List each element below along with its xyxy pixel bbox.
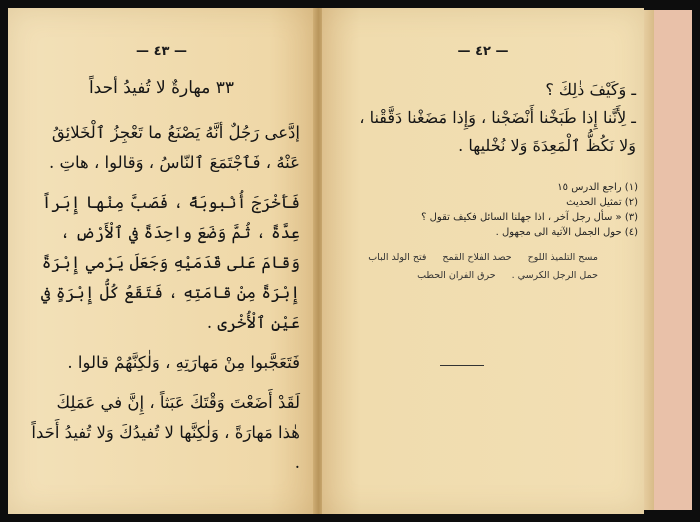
example-row [342,270,638,281]
paragraph: لَقَدْ أَضَعْتَ وَقْتَكَ عَبَثاً ، إِنَّ في عَمَلِكَ هٰذا مَهارَةً ، وَلٰكِنَّها لا تُفيدُكَ وَلا تُفيدُ أَحَداً . [31,393,300,472]
dialogue-line: ـ وَكَيْفَ ذٰلِكَ ؟ [545,80,636,99]
example-row [342,252,638,263]
back-cover-edge [654,10,692,510]
example-sentence: حصد الفلاح القمح [442,252,512,263]
example-sentence: فتح الولد الباب [368,252,427,263]
page-number-right: — ٤٢ — [457,44,509,59]
example-sentence: حرق الفران الحطب [417,270,496,281]
paragraph: فَأَخْرَجَ أُنْبوبَةً ، فَصَبَّ مِنْها إِبَراً عِدَّةً ، ثُمَّ وَضَعَ واحِدَةً في ٱلْأَرْضِ ، وَقامَ عَلى قَدَمَيْهِ وَجَعَلَ يَرْمي إِبْرَةً إِبْرَةً مِنْ قامَتِهِ ، فَتَقَعُ كُلُّ إِبْرَةٍ في عَيْنِ ٱلْأُخْرى . [40,193,300,332]
paragraph: فَتَعَجَّبوا مِنْ مَهارَتِهِ ، وَلٰكِنَّهُمْ قالوا . [67,353,300,372]
note-item: (٣) « سأل رجل آخر ، اذا جهلنا السائل فكيف تقول ؟ [421,212,638,223]
lesson-body [30,118,300,488]
page-stack-edge [644,10,654,510]
example-sentence: حمل الرجل الكرسي . [511,270,598,281]
note-item: (٤) حول الجمل الآتية الى مجهول . [495,227,638,238]
page-number-left: — ٤٣ — [136,44,187,59]
right-page [322,8,644,514]
lesson-title: ٣٣ مهارةٌ لا تُفيدُ أحداً [88,78,235,98]
note-item: (١) راجع الدرس ١٥ [557,182,638,193]
left-page [8,8,315,514]
dialogue-text [344,76,636,160]
exercise-examples [342,252,638,288]
exercise-notes [342,180,638,240]
paragraph: إدَّعى رَجُلٌ أنَّهُ يَصْنَعُ ما تَعْجِزُ ٱلْخَلائِقُ عَنْهُ ، فَٱجْتَمَعَ ٱلنّاسُ ، وَقالوا ، هاتِ . [48,123,300,172]
note-item: (٢) تمثيل الحديث [566,197,638,208]
end-rule [440,365,484,366]
example-sentence: مسح التلميذ اللوح [527,252,598,263]
dialogue-line: ـ لِأَنَّنا إِذا طَبَخْنا أَنْضَجْنا ، وَإِذا مَضَغْنا دَقَّقْنا ، وَلا نَكُظُّ ٱلْمَعِدَةَ وَلا نُخْليها . [359,108,636,155]
